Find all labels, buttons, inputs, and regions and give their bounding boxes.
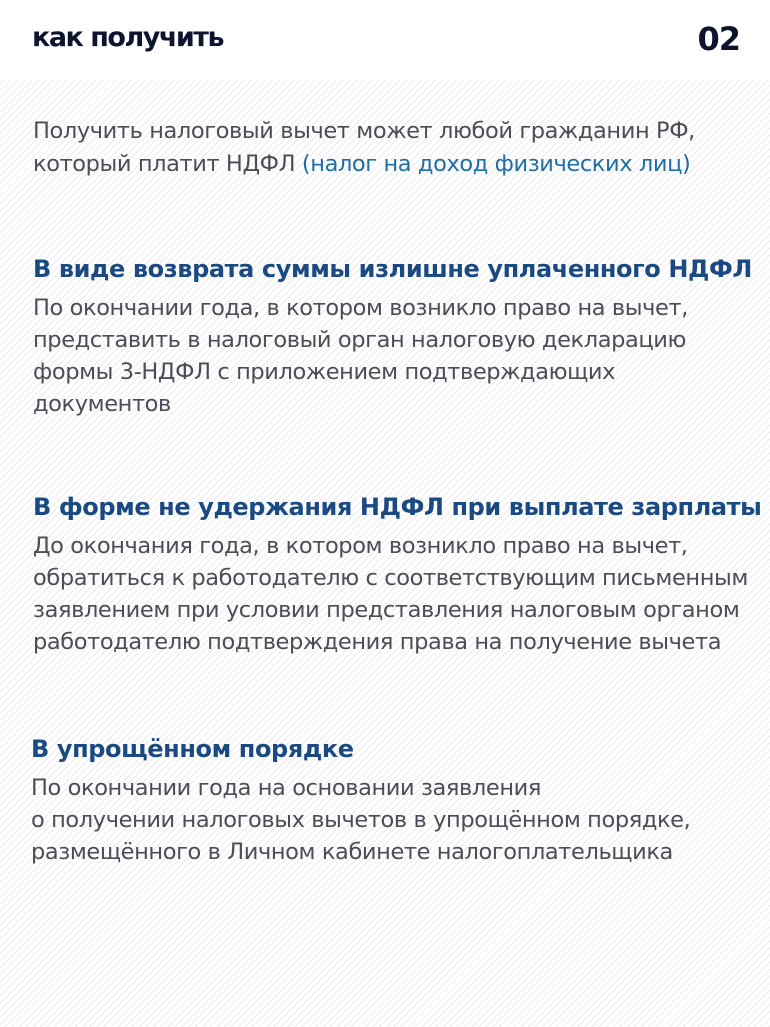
intro-note: (налог на доход физических лиц): [301, 151, 691, 177]
section-refund: [33, 252, 763, 420]
section-heading: В упрощённом порядке: [31, 735, 354, 763]
section-body: [33, 292, 763, 420]
section-heading: В форме не удержания НДФЛ при выплате зарплаты: [33, 493, 762, 521]
page-number: 02: [697, 20, 740, 58]
intro-paragraph: [33, 115, 753, 181]
section-body-line: До окончания года, в котором возникло право на вычет,: [33, 533, 688, 559]
section-body-line: о получении налоговых вычетов в упрощённом порядке,: [31, 807, 691, 833]
section-body-line: представить в налоговый орган налоговую декларацию: [33, 327, 687, 353]
section-body-line: документов: [33, 391, 171, 417]
page-title: как получить: [32, 22, 224, 53]
section-simplified: [31, 732, 761, 868]
section-body-line: формы 3-НДФЛ с приложением подтверждающих: [33, 359, 616, 385]
page-header: [0, 0, 770, 80]
section-body: [33, 530, 763, 658]
intro-text: Получить налоговый вычет может любой гражданин РФ, который платит НДФЛ: [33, 118, 695, 177]
section-body-line: По окончании года, в котором возникло право на вычет,: [33, 295, 688, 321]
section-heading: В виде возврата суммы излишне уплаченного НДФЛ: [33, 255, 752, 283]
section-body-line: обратиться к работодателю с соответствующим письменным: [33, 565, 748, 591]
section-body-line: По окончании года на основании заявления: [31, 775, 542, 801]
section-body-line: работодателю подтверждения права на получение вычета: [33, 629, 722, 655]
section-employer: [33, 490, 763, 658]
section-body-line: заявлением при условии представления налоговым органом: [33, 597, 740, 623]
section-body: [31, 772, 761, 868]
section-body-line: размещённого в Личном кабинете налогоплательщика: [31, 839, 673, 865]
